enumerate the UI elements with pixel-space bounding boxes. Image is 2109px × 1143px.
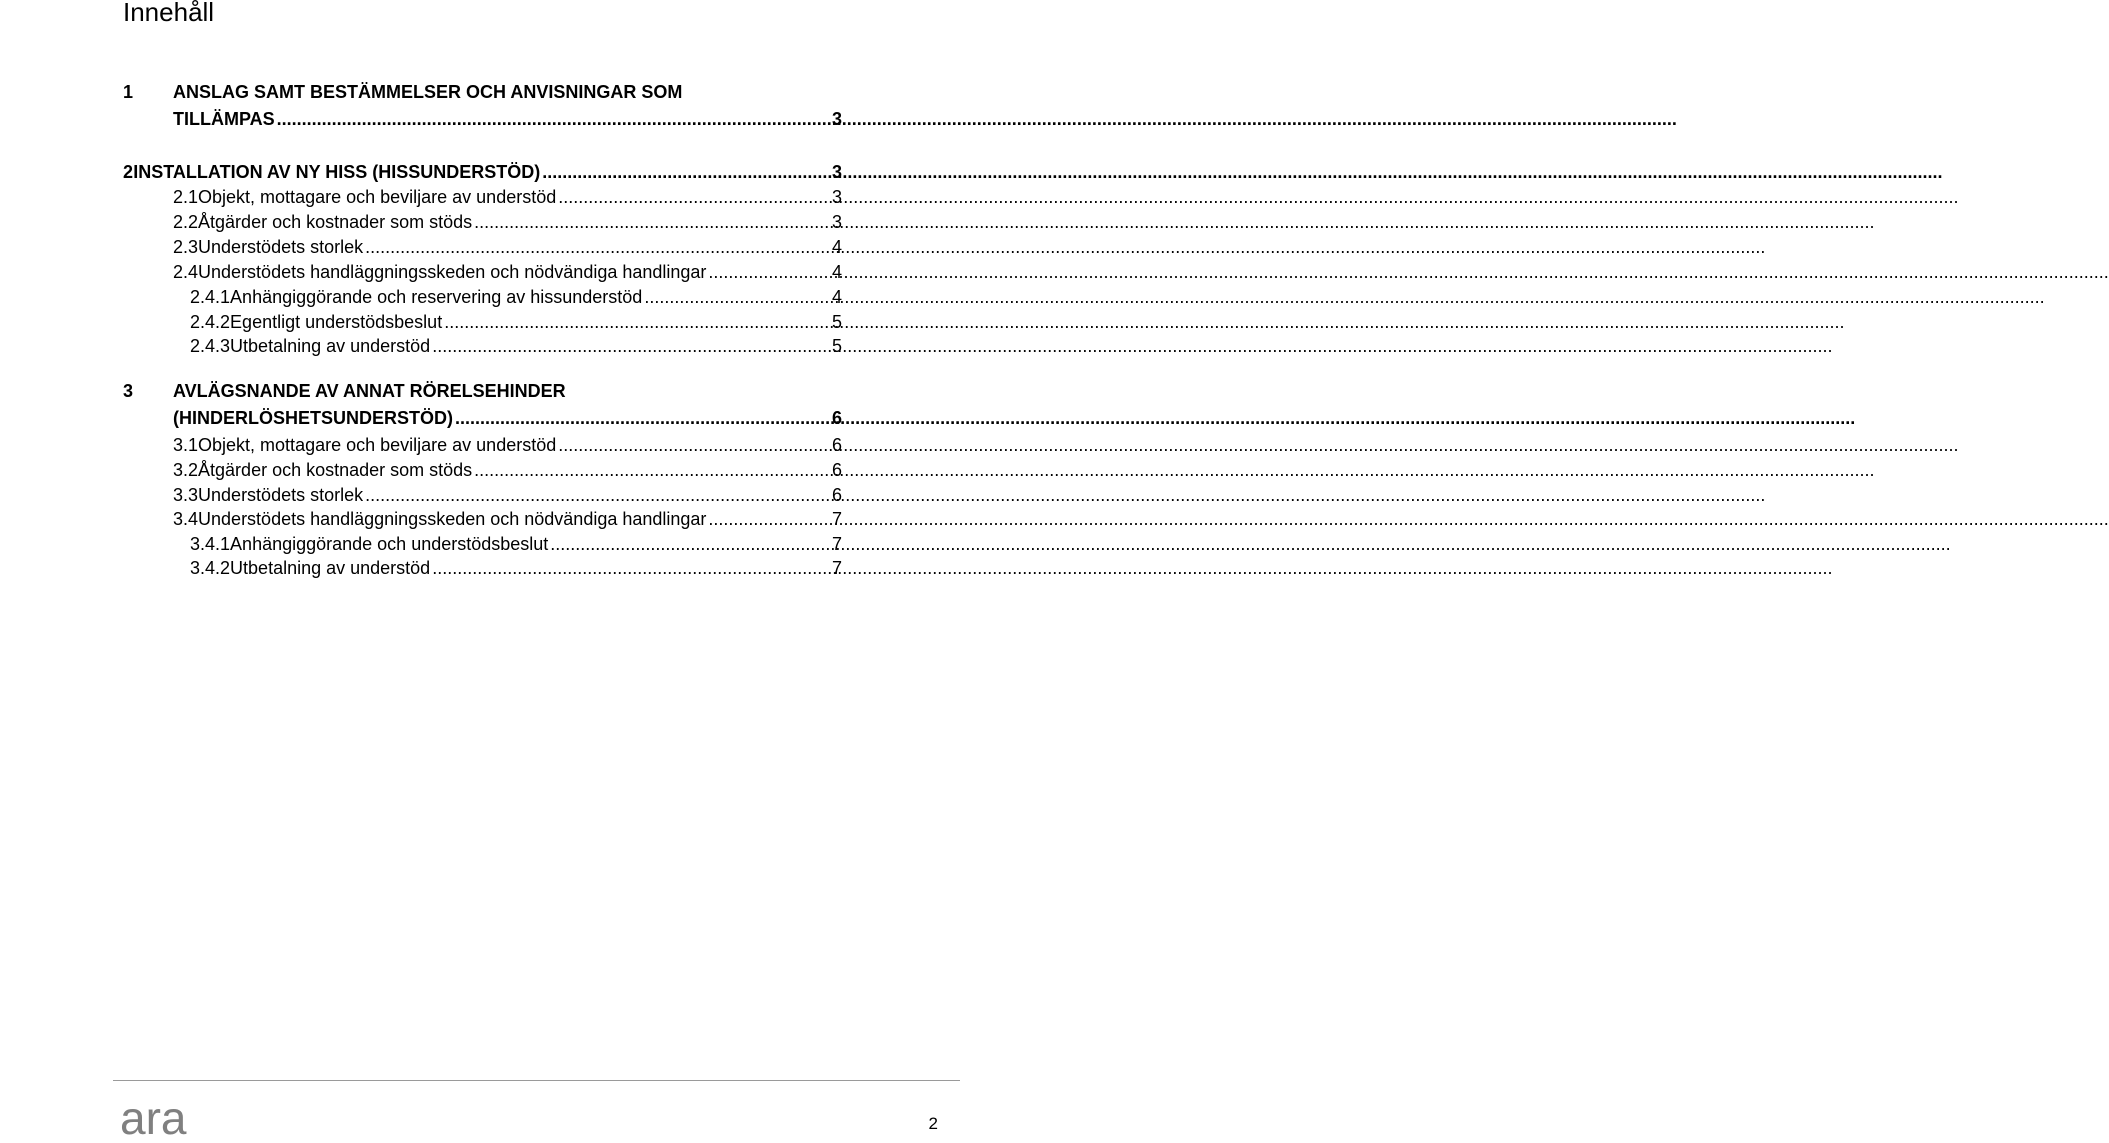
toc-dot-leader bbox=[550, 532, 830, 556]
toc-entry[interactable] bbox=[173, 433, 842, 457]
toc-entry-number: 2.4.3 bbox=[190, 336, 231, 356]
toc-entry-number: 2.3 bbox=[173, 237, 199, 257]
toc-entry-number: 2.4.1 bbox=[190, 287, 231, 307]
toc-entry-number: 2.1 bbox=[173, 187, 199, 207]
toc-entry-title: Egentligt understödsbeslut bbox=[230, 312, 443, 332]
toc-entry[interactable] bbox=[190, 532, 842, 556]
toc-entry-number: 2.2 bbox=[173, 212, 199, 232]
toc-entry-number: 3.2 bbox=[173, 460, 199, 480]
toc-entry[interactable] bbox=[190, 285, 842, 309]
toc-entry-title: Understödets handläggningsskeden och nödvändiga handlingar bbox=[198, 262, 707, 282]
toc-entry-title: Åtgärder och kostnader som stöds bbox=[198, 212, 473, 232]
toc-entry-number: 1 bbox=[123, 82, 134, 102]
toc-entry-page: 5 bbox=[831, 336, 842, 356]
toc-entry-title: Anhängiggörande och understödsbeslut bbox=[230, 534, 549, 554]
toc-entry-page: 6 bbox=[831, 435, 842, 455]
toc-entry-title: Objekt, mottagare och beviljare av understöd bbox=[198, 435, 557, 455]
toc-entry-title: Åtgärder och kostnader som stöds bbox=[198, 460, 473, 480]
toc-dot-leader bbox=[644, 285, 830, 309]
toc-entry-page: 3 bbox=[831, 162, 842, 182]
toc-entry[interactable] bbox=[123, 80, 842, 104]
toc-entry-number: 2 bbox=[123, 162, 134, 182]
toc-dot-leader bbox=[365, 235, 830, 259]
toc-dot-leader bbox=[474, 458, 830, 482]
toc-entry[interactable] bbox=[173, 483, 842, 507]
toc-entry-number: 3 bbox=[123, 381, 134, 401]
logo-text: ara bbox=[120, 1092, 187, 1143]
toc-dot-leader bbox=[542, 160, 830, 184]
toc-entry-title: Understödets handläggningsskeden och nödvändiga handlingar bbox=[198, 509, 707, 529]
toc-dot-leader bbox=[444, 310, 830, 334]
toc-entry-page: 7 bbox=[831, 509, 842, 529]
page-number: 2 bbox=[928, 1114, 938, 1133]
toc-entry[interactable] bbox=[123, 379, 842, 403]
toc-dot-leader bbox=[708, 507, 830, 531]
toc-entry[interactable] bbox=[190, 556, 842, 580]
toc-entry-number: 2.4 bbox=[173, 262, 199, 282]
toc-entry[interactable] bbox=[173, 406, 842, 430]
toc-entry-title: ANSLAG SAMT BESTÄMMELSER OCH ANVISNINGAR SOM bbox=[173, 82, 683, 102]
toc-entry-title: Understödets storlek bbox=[198, 237, 364, 257]
toc-entry-page: 3 bbox=[831, 187, 842, 207]
toc-entry-title: Anhängiggörande och reservering av hissunderstöd bbox=[230, 287, 643, 307]
toc-dot-leader bbox=[474, 210, 830, 234]
toc-entry-page: 6 bbox=[831, 485, 842, 505]
toc-entry-number: 3.4.1 bbox=[190, 534, 231, 554]
toc-entry-page: 7 bbox=[831, 534, 842, 554]
toc-entry-page: 3 bbox=[831, 212, 842, 232]
toc-entry-page: 6 bbox=[831, 408, 842, 428]
toc-entry[interactable] bbox=[173, 458, 842, 482]
toc-entry-page: 3 bbox=[831, 109, 842, 129]
toc-entry-page: 4 bbox=[831, 237, 842, 257]
toc-dot-leader bbox=[708, 260, 830, 284]
toc-entry-number: 2.4.2 bbox=[190, 312, 231, 332]
toc-entry[interactable] bbox=[173, 507, 842, 531]
toc-entry-title: Objekt, mottagare och beviljare av understöd bbox=[198, 187, 557, 207]
toc-entry[interactable] bbox=[173, 185, 842, 209]
toc-entry-page: 4 bbox=[831, 262, 842, 282]
toc-entry-title: Understödets storlek bbox=[198, 485, 364, 505]
toc-entry-page: 6 bbox=[831, 460, 842, 480]
toc-entry-page: 4 bbox=[831, 287, 842, 307]
toc-entry-page: 7 bbox=[831, 558, 842, 578]
toc-dot-leader bbox=[455, 406, 830, 430]
toc-dot-leader bbox=[432, 556, 830, 580]
toc-dot-leader bbox=[365, 483, 830, 507]
footer-divider bbox=[113, 1080, 960, 1081]
toc-entry-title: INSTALLATION AV NY HISS (HISSUNDERSTÖD) bbox=[133, 162, 541, 182]
toc-entry-number: 3.4.2 bbox=[190, 558, 231, 578]
ara-logo bbox=[120, 1094, 192, 1142]
toc-entry-page: 5 bbox=[831, 312, 842, 332]
toc-entry-title: (HINDERLÖSHETSUNDERSTÖD) bbox=[173, 408, 454, 428]
toc-entry-title: Utbetalning av understöd bbox=[230, 558, 431, 578]
toc-entry-number: 3.3 bbox=[173, 485, 199, 505]
toc-entry[interactable] bbox=[173, 235, 842, 259]
toc-entry-title: Utbetalning av understöd bbox=[230, 336, 431, 356]
toc-entry[interactable] bbox=[190, 334, 842, 358]
toc-entry-title: AVLÄGSNANDE AV ANNAT RÖRELSEHINDER bbox=[173, 381, 566, 401]
toc-entry[interactable] bbox=[123, 160, 842, 184]
toc-dot-leader bbox=[277, 107, 830, 131]
toc-entry-number: 3.4 bbox=[173, 509, 199, 529]
toc-dot-leader bbox=[558, 433, 830, 457]
toc-entry-number: 3.1 bbox=[173, 435, 199, 455]
page-title: Innehåll bbox=[123, 0, 215, 27]
toc-entry[interactable] bbox=[173, 260, 842, 284]
toc-entry-title: TILLÄMPAS bbox=[173, 109, 275, 129]
toc-dot-leader bbox=[558, 185, 830, 209]
toc-entry[interactable] bbox=[173, 210, 842, 234]
toc-entry[interactable] bbox=[190, 310, 842, 334]
toc-dot-leader bbox=[432, 334, 830, 358]
toc-entry[interactable] bbox=[173, 107, 842, 131]
